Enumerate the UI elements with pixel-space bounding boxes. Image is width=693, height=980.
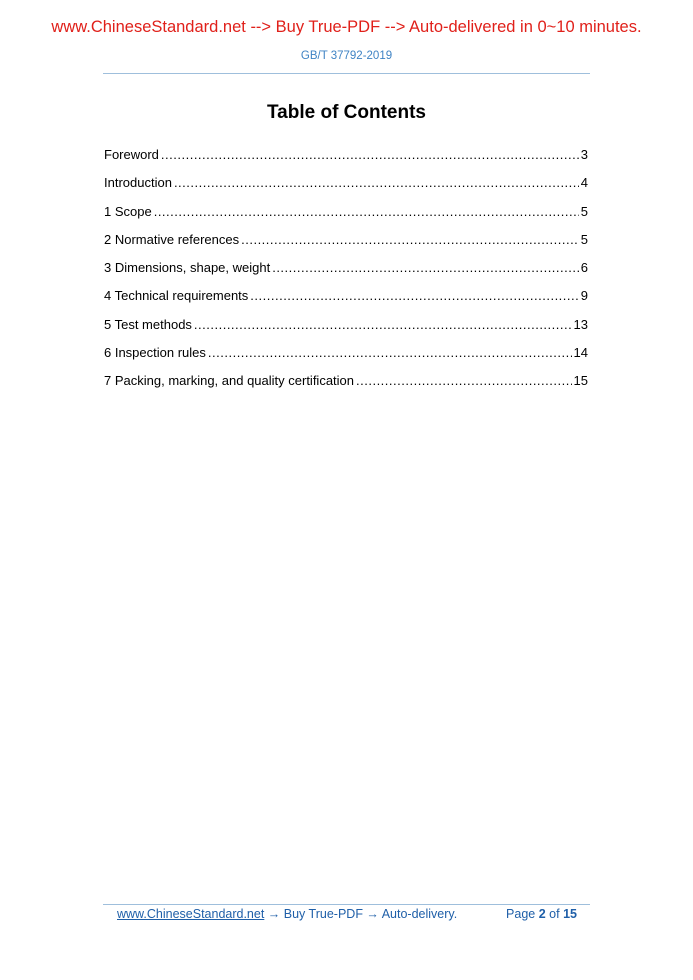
toc-entry-page: 13 [573, 316, 588, 332]
toc-entry-page: 5 [580, 231, 588, 247]
page-label: Page [506, 907, 536, 921]
toc-entry-page: 5 [580, 203, 588, 219]
toc-dot-leader [272, 259, 579, 277]
page-of: of [549, 907, 560, 921]
toc-entry-label: 3 Dimensions, shape, weight [104, 260, 271, 276]
page-current: 2 [538, 907, 546, 921]
toc-dot-leader [174, 174, 579, 192]
header-divider [103, 73, 590, 74]
page-number [506, 907, 577, 921]
toc-entry-normative-references[interactable] [104, 230, 588, 258]
page-footer [117, 907, 587, 921]
toc-entry-page: 14 [573, 345, 588, 361]
toc-entry-page: 3 [580, 147, 588, 162]
toc-entry-test-methods[interactable] [104, 315, 588, 343]
toc-entry-technical-requirements[interactable] [104, 286, 588, 314]
toc-entry-introduction[interactable] [104, 173, 588, 201]
footer-tagline: → Buy True-PDF → Auto-delivery. [267, 907, 458, 921]
toc-entry-scope[interactable] [104, 202, 588, 230]
top-promo-banner[interactable]: www.ChineseStandard.net --> Buy True-PDF --> Auto-delivered in 0~10 minutes. [51, 18, 642, 36]
toc-entry-label: 7 Packing, marking, and quality certification [104, 373, 355, 389]
toc-dot-leader [241, 231, 579, 249]
toc-entry-packing-marking[interactable] [104, 371, 588, 399]
toc-entry-foreword[interactable] [104, 145, 588, 173]
toc-entry-label: Introduction [104, 175, 172, 191]
toc-entry-label: 4 Technical requirements [104, 288, 249, 304]
toc-list [104, 145, 588, 400]
toc-entry-label: 1 Scope [104, 203, 152, 219]
toc-entry-page: 9 [580, 288, 588, 304]
toc-entry-label: 2 Normative references [104, 231, 240, 247]
toc-title: Table of Contents [266, 102, 427, 123]
toc-dot-leader [154, 203, 579, 221]
toc-entry-label: 5 Test methods [104, 316, 192, 332]
footer-divider [103, 904, 590, 905]
toc-entry-label: Foreword [104, 147, 159, 162]
toc-dot-leader [161, 146, 579, 164]
toc-dot-leader [250, 287, 578, 305]
footer-website-link[interactable]: www.ChineseStandard.net [117, 907, 265, 921]
page-total: 15 [563, 907, 577, 921]
toc-dot-leader [194, 316, 572, 334]
toc-entry-page: 6 [580, 260, 588, 276]
toc-entry-dimensions-shape-weight[interactable] [104, 258, 588, 286]
toc-entry-label: 6 Inspection rules [104, 345, 206, 361]
toc-dot-leader [208, 344, 572, 362]
document-code: GB/T 37792-2019 [300, 50, 393, 62]
toc-entry-inspection-rules[interactable] [104, 343, 588, 371]
toc-dot-leader [356, 372, 572, 390]
toc-entry-page: 15 [573, 373, 588, 389]
toc-entry-page: 4 [580, 175, 588, 191]
